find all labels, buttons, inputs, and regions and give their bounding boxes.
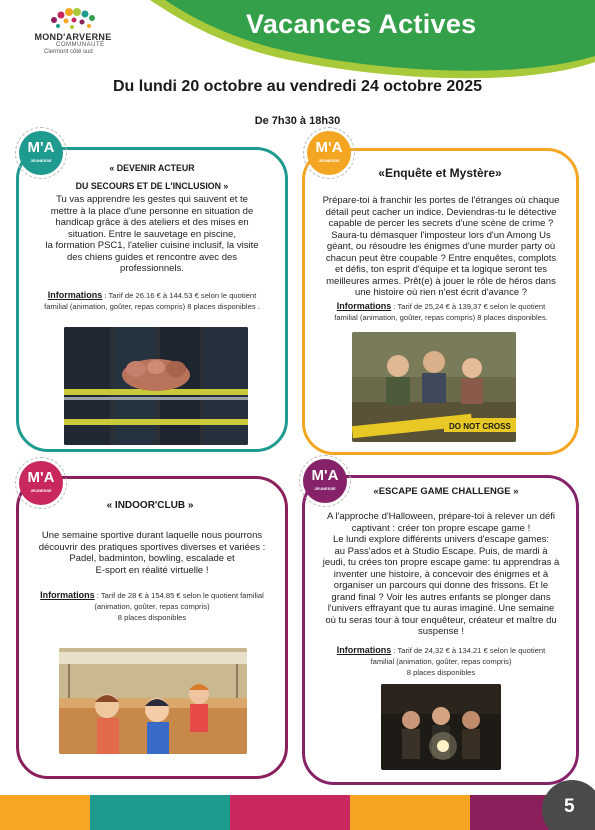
card-title: « DEVENIR ACTEUR DU SECOURS ET DE L'INCLUSION »	[75, 163, 229, 191]
card-title: «ESCAPE GAME CHALLENGE »	[373, 486, 519, 497]
logo	[18, 6, 128, 68]
card-description: Tu vas apprendre les gestes qui sauvent et te mettre à la place d'une personne en situation de handicap grâce à des ateliers et des mises en situation. Entre le sauvetage en piscine, la formation PSC1, l'atelier cuisine inclusif, la visite des chiens guides et rencontre avec des professionnels.	[45, 194, 259, 274]
footer-color-stripes	[0, 795, 595, 830]
ma-jeunesse-badge-icon: M'A JEUNESSE	[303, 459, 347, 503]
card-info: Informations : Tarif de 26.16 € à 144.53 € selon le quotient familial (animation, goûter, repas compris) 8 places disponibles .	[44, 290, 260, 311]
event-dates: Du lundi 20 octobre au vendredi 24 octobre 2025	[113, 78, 482, 95]
logo-dots-icon	[44, 6, 104, 32]
ma-jeunesse-badge-icon: M'A JEUNESSE	[307, 131, 351, 175]
card-info: Informations : Tarif de 25,24 € à 139,37 € selon le quotient familial (animation, goûter, repas compris) 8 places disponibles.	[334, 301, 548, 322]
card-description: Prépare-toi à franchir les portes de l'étranges où chaque détail peut cacher un indice. Deviendras-tu le détective capable de percer les secrets d'une scène de crime ? Saura-tu démasquer l'imposteur lors d'un Among Us géant, ou résoudre les énigmes d'une murder party où chacun peut être coupable ? Entre enquêtes, complots et défis, ton esprit d'équipe et ta logique seront tes meilleures armes. Prêt(e) à jouer le rôle de héros dans une histoire où rien n'est écrit d'avance ?	[322, 195, 560, 298]
logo-subtitle: COMMUNAUTÉ	[56, 42, 105, 48]
card-title: «Enquête et Mystère»	[378, 166, 502, 180]
investigation-photo	[352, 332, 516, 442]
card-description: A l'approche d'Halloween, prépare-toi à relever un défi captivant : créer ton propre escape game ! Le lundi explore différents univers d'escape games: au Pass'ados et à Studio Escape. Puis, de mardi à jeudi, tu crées ton propre escape game: tu apprendras à inventer une histoire, à concevoir des énigmes et à organiser un parcours qui donne des frissons. Et le grand final ? Voir les autres enfants se plonger dans l'univers effrayant que tu auras imaginé. Une semaine où tu seras tour à tour enquêteur, créateur et maître du suspense !	[322, 511, 560, 637]
logo-tagline: Clermont côté sud	[44, 49, 93, 55]
firefighters-photo	[64, 327, 248, 445]
card-title: « INDOOR'CLUB »	[106, 500, 194, 511]
sports-hall-photo	[59, 648, 247, 754]
card-info: Informations : Tarif de 28 € à 154.85 € selon le quotient familial (animation, goûter, repas compris) 8 places disponibles	[40, 590, 264, 622]
ma-jeunesse-badge-icon: M'A JEUNESSE	[19, 131, 63, 175]
ma-jeunesse-badge-icon: M'A JEUNESSE	[19, 461, 63, 505]
page-title: Vacances Actives	[246, 9, 477, 39]
logo-name: MOND'ARVERNE	[34, 32, 112, 42]
card-description: Une semaine sportive durant laquelle nous pourrons découvrir des pratiques sportives diverses et variées : Padel, badminton, bowling, escalade et E-sport en réalité virtuelle !	[38, 530, 266, 576]
page-number-badge	[542, 780, 595, 830]
do-not-cross-tape-label: DO NOT CROSS	[449, 422, 511, 431]
page-number: 5	[564, 796, 575, 817]
event-hours: De 7h30 à 18h30	[254, 115, 341, 127]
card-info: Informations : Tarif de 24,32 € à 134.21 € selon le quotient familial (animation, goûter, repas compris) 8 places disponibles	[336, 645, 546, 677]
escape-room-photo	[381, 684, 501, 770]
page-header	[0, 0, 595, 80]
